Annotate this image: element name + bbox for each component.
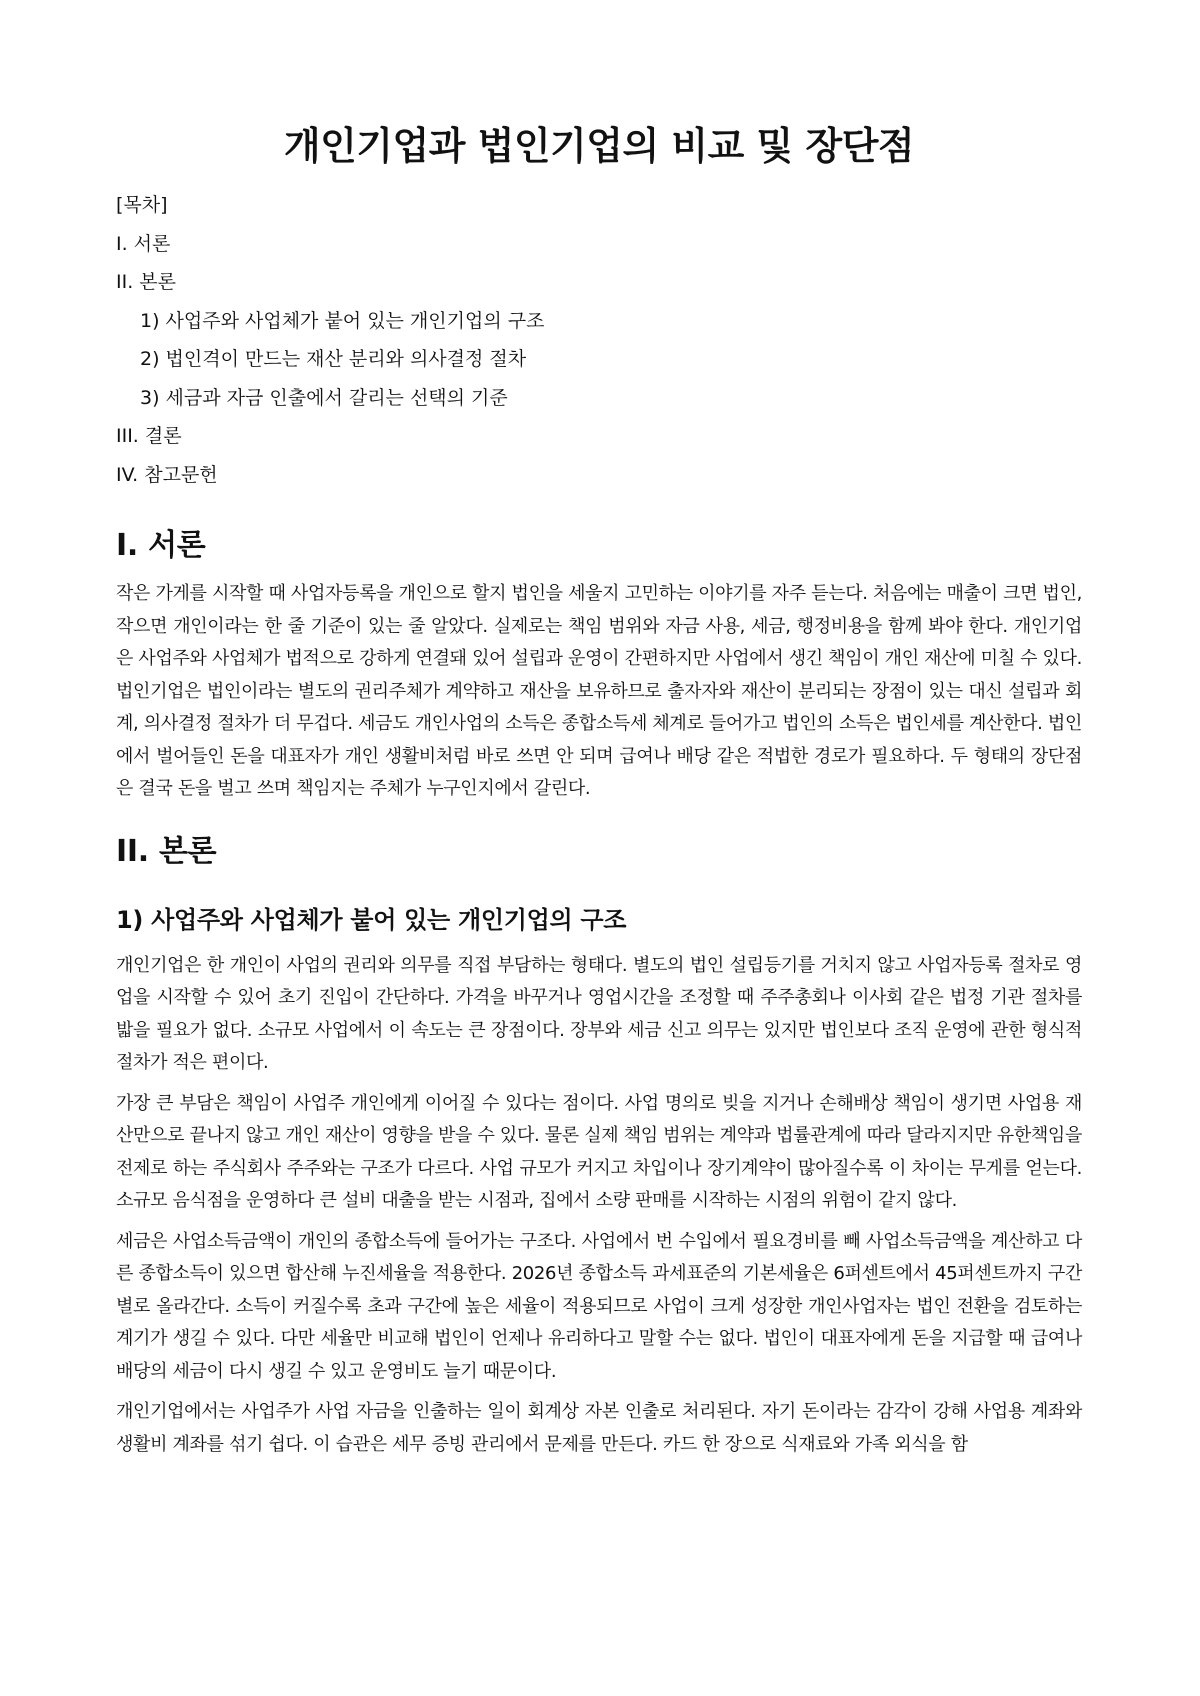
body-paragraph: 개인기업에서는 사업주가 사업 자금을 인출하는 일이 회계상 자본 인출로 처리된다. 자기 돈이라는 감각이 강해 사업용 계좌와 생활비 계좌를 섞기 쉽다. 이 습관은 세무 증빙 관리에서 문제를 만든다. 카드 한 장으로 식재료와 가족 외식을 함 [116,1401,1082,1455]
toc-item: IV. 참고문헌 [116,463,218,486]
section-heading-introduction: I. 서론 [116,528,206,563]
body-paragraph: 가장 큰 부담은 책임이 사업주 개인에게 이어질 수 있다는 점이다. 사업 명의로 빚을 지거나 손해배상 책임이 생기면 사업용 재산만으로 끝나지 않고 개인 재산이 영향을 받을 수 있다. 물론 실제 책임 범위는 계약과 법률관계에 따라 달라지지만 유한책임을 전제로 하는 주식회사 주주와는 구조가 다르다. 사업 규모가 커지고 차입이나 장기계약이 많아질수록 이 차이는 무게를 얻는다. 소규모 음식점을 운영하다 큰 설비 대출을 받는 시점과, 집에서 소량 판매를 시작하는 시점의 위험이 같지 않다. [116,1092,1082,1211]
body-paragraph: 세금은 사업소득금액이 개인의 종합소득에 들어가는 구조다. 사업에서 번 수입에서 필요경비를 빼 사업소득금액을 계산하고 다른 종합소득이 있으면 합산해 누진세율을 적용한다. 2026년 종합소득 과세표준의 기본세율은 6퍼센트에서 45퍼센트까지 구간별로 올라간다. 소득이 커질수록 초과 구간에 높은 세율이 적용되므로 사업이 크게 성장한 개인사업자는 법인 전환을 검토하는 계기가 생길 수 있다. 다만 세율만 비교해 법인이 언제나 유리하다고 말할 수는 없다. 법인이 대표자에게 돈을 지급할 때 급여나 배당의 세금이 다시 생길 수 있고 운영비도 늘기 때문이다. [116,1230,1082,1382]
toc-item: I. 서론 [116,232,171,255]
toc-subitem: 3) 세금과 자금 인출에서 갈리는 선택의 기준 [140,386,508,409]
toc-heading: [목차] [116,194,168,216]
body-paragraph: 개인기업은 한 개인이 사업의 권리와 의무를 직접 부담하는 형태다. 별도의 법인 설립등기를 거치지 않고 사업자등록 절차로 영업을 시작할 수 있어 초기 진입이 간단하다. 가격을 바꾸거나 영업시간을 조정할 때 주주총회나 이사회 같은 법정 기관 절차를 밟을 필요가 없다. 소규모 사업에서 이 속도는 큰 장점이다. 장부와 세금 신고 의무는 있지만 법인보다 조직 운영에 관한 형식적 절차가 적은 편이다. [116,954,1082,1073]
toc-subitem: 2) 법인격이 만드는 재산 분리와 의사결정 절차 [140,348,527,370]
subsection-heading-1: 1) 사업주와 사업체가 붙어 있는 개인기업의 구조 [116,905,627,934]
introduction-paragraph: 작은 가게를 시작할 때 사업자등록을 개인으로 할지 법인을 세울지 고민하는 이야기를 자주 듣는다. 처음에는 매출이 크면 법인, 작으면 개인이라는 한 줄 기준이 있는 줄 알았다. 실제로는 책임 범위와 자금 사용, 세금, 행정비용을 함께 봐야 한다. 개인기업은 사업주와 사업체가 법적으로 강하게 연결돼 있어 설립과 운영이 간편하지만 사업에서 생긴 책임이 개인 재산에 미칠 수 있다. 법인기업은 법인이라는 별도의 권리주체가 계약하고 재산을 보유하므로 출자자와 재산이 분리되는 장점이 있는 대신 설립과 회계, 의사결정 절차가 더 무겁다. 세금도 개인사업의 소득은 종합소득세 체계로 들어가고 법인의 소득은 법인세를 계산한다. 법인에서 벌어들인 돈을 대표자가 개인 생활비처럼 바로 쓰면 안 되며 급여나 배당 같은 적법한 경로가 필요하다. 두 형태의 장단점은 결국 돈을 벌고 쓰며 책임지는 주체가 누구인지에서 갈린다. [116,583,1082,799]
toc-subitem: 1) 사업주와 사업체가 붙어 있는 개인기업의 구조 [140,309,545,332]
table-of-contents [116,186,1082,494]
document-title: 개인기업과 법인기업의 비교 및 장단점 [283,124,915,168]
toc-item: III. 결론 [116,425,182,447]
toc-item: II. 본론 [116,271,176,293]
section-heading-body: II. 본론 [116,833,217,869]
